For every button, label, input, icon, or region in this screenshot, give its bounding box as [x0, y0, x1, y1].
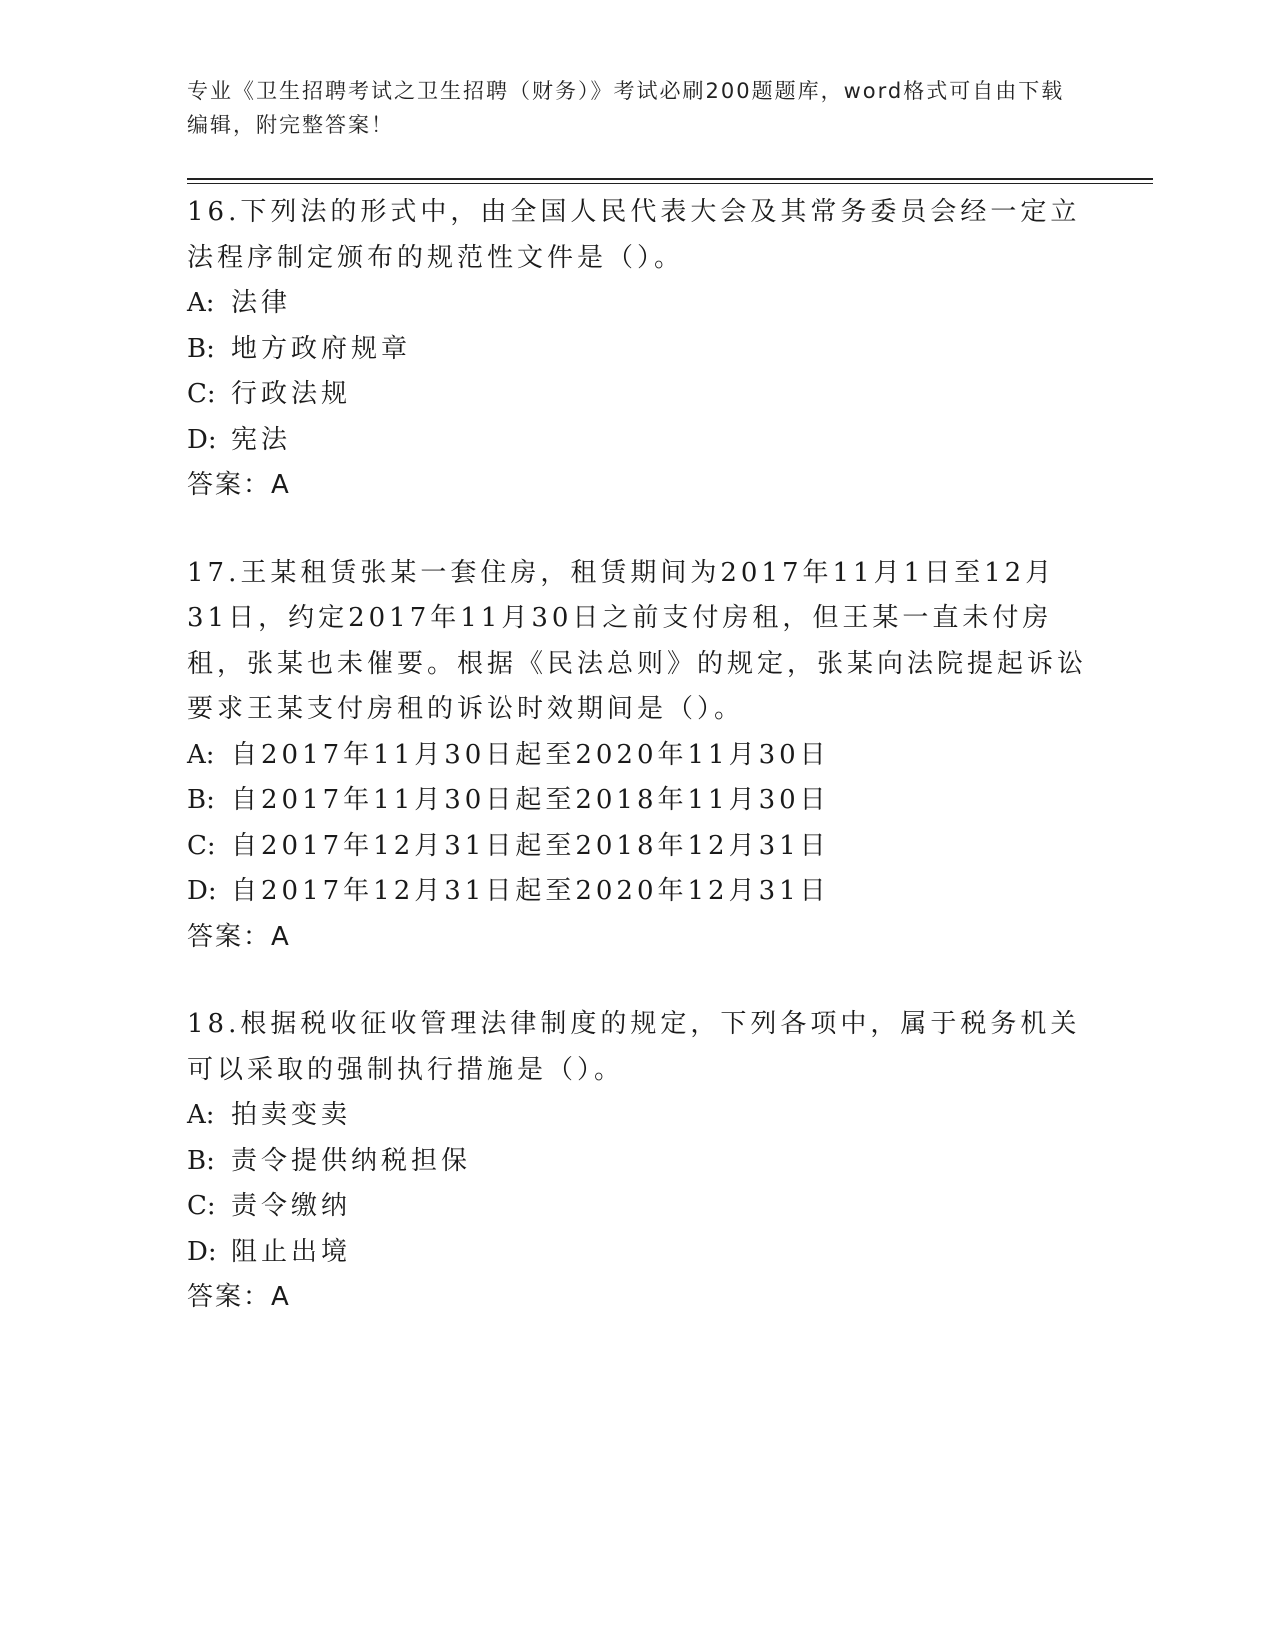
option-text: 行政法规 [231, 379, 352, 409]
question-stem: 16.下列法的形式中，由全国人民代表大会及其常务委员会经一定立法程序制定颁布的规范性文件是（）。 [187, 197, 1081, 273]
option-letter: D: [187, 424, 217, 455]
option-text: 自2017年12月31日起至2020年12月31日 [231, 876, 830, 906]
answer: 答案：A [187, 1282, 291, 1312]
question-16 [187, 190, 1087, 509]
option-letter: B: [187, 785, 215, 815]
question-stem: 18.根据税收征收管理法律制度的规定，下列各项中，属于税务机关可以采取的强制执行措施是（）。 [187, 1009, 1081, 1085]
option-c [187, 372, 1087, 418]
question-17 [187, 551, 1087, 961]
option-a [187, 281, 1087, 327]
option-text: 自2017年12月31日起至2018年12月31日 [231, 830, 830, 861]
option-d [187, 418, 1087, 464]
option-b [187, 327, 1087, 373]
option-c [187, 1184, 1087, 1230]
option-letter: D: [187, 1236, 217, 1267]
option-text: 法律 [231, 288, 292, 318]
option-text: 责令缴纳 [231, 1191, 352, 1221]
header-rule-thick [187, 178, 1153, 180]
option-d [187, 1230, 1087, 1276]
option-text: 地方政府规章 [231, 333, 412, 364]
option-letter: A: [187, 288, 215, 318]
answer: 答案：A [187, 470, 291, 500]
option-b [187, 1139, 1087, 1185]
option-text: 拍卖变卖 [231, 1100, 352, 1130]
option-a [187, 1093, 1087, 1139]
option-a [187, 733, 1087, 779]
option-text: 阻止出境 [231, 1236, 352, 1267]
page-header: 专业《卫生招聘考试之卫生招聘（财务）》考试必刷200题题库，word格式可自由下载编辑，附完整答案！ [187, 79, 1065, 137]
header-rule-thin [187, 183, 1153, 184]
option-letter: B: [187, 333, 215, 364]
option-letter: C: [187, 379, 216, 409]
option-text: 宪法 [231, 424, 292, 455]
option-d [187, 869, 1087, 915]
option-text: 责令提供纳税担保 [231, 1145, 472, 1176]
option-letter: C: [187, 1191, 216, 1221]
question-18 [187, 1002, 1087, 1321]
option-b [187, 778, 1087, 824]
option-letter: A: [187, 1100, 215, 1130]
option-letter: A: [187, 739, 215, 770]
question-stem: 17.王某租赁张某一套住房，租赁期间为2017年11月1日至12月31日，约定2017年11月30日之前支付房租，但王某一直未付房租，张某也未催要。根据《民法总则》的规定，张某向法院提起诉讼要求王某支付房租的诉讼时效期间是（）。 [187, 557, 1088, 724]
option-letter: B: [187, 1145, 215, 1176]
option-letter: C: [187, 830, 216, 861]
question-list [187, 190, 1087, 1363]
option-text: 自2017年11月30日起至2018年11月30日 [231, 785, 830, 815]
answer: 答案：A [187, 921, 291, 952]
option-letter: D: [187, 876, 217, 906]
option-c [187, 824, 1087, 870]
option-text: 自2017年11月30日起至2020年11月30日 [231, 739, 830, 770]
